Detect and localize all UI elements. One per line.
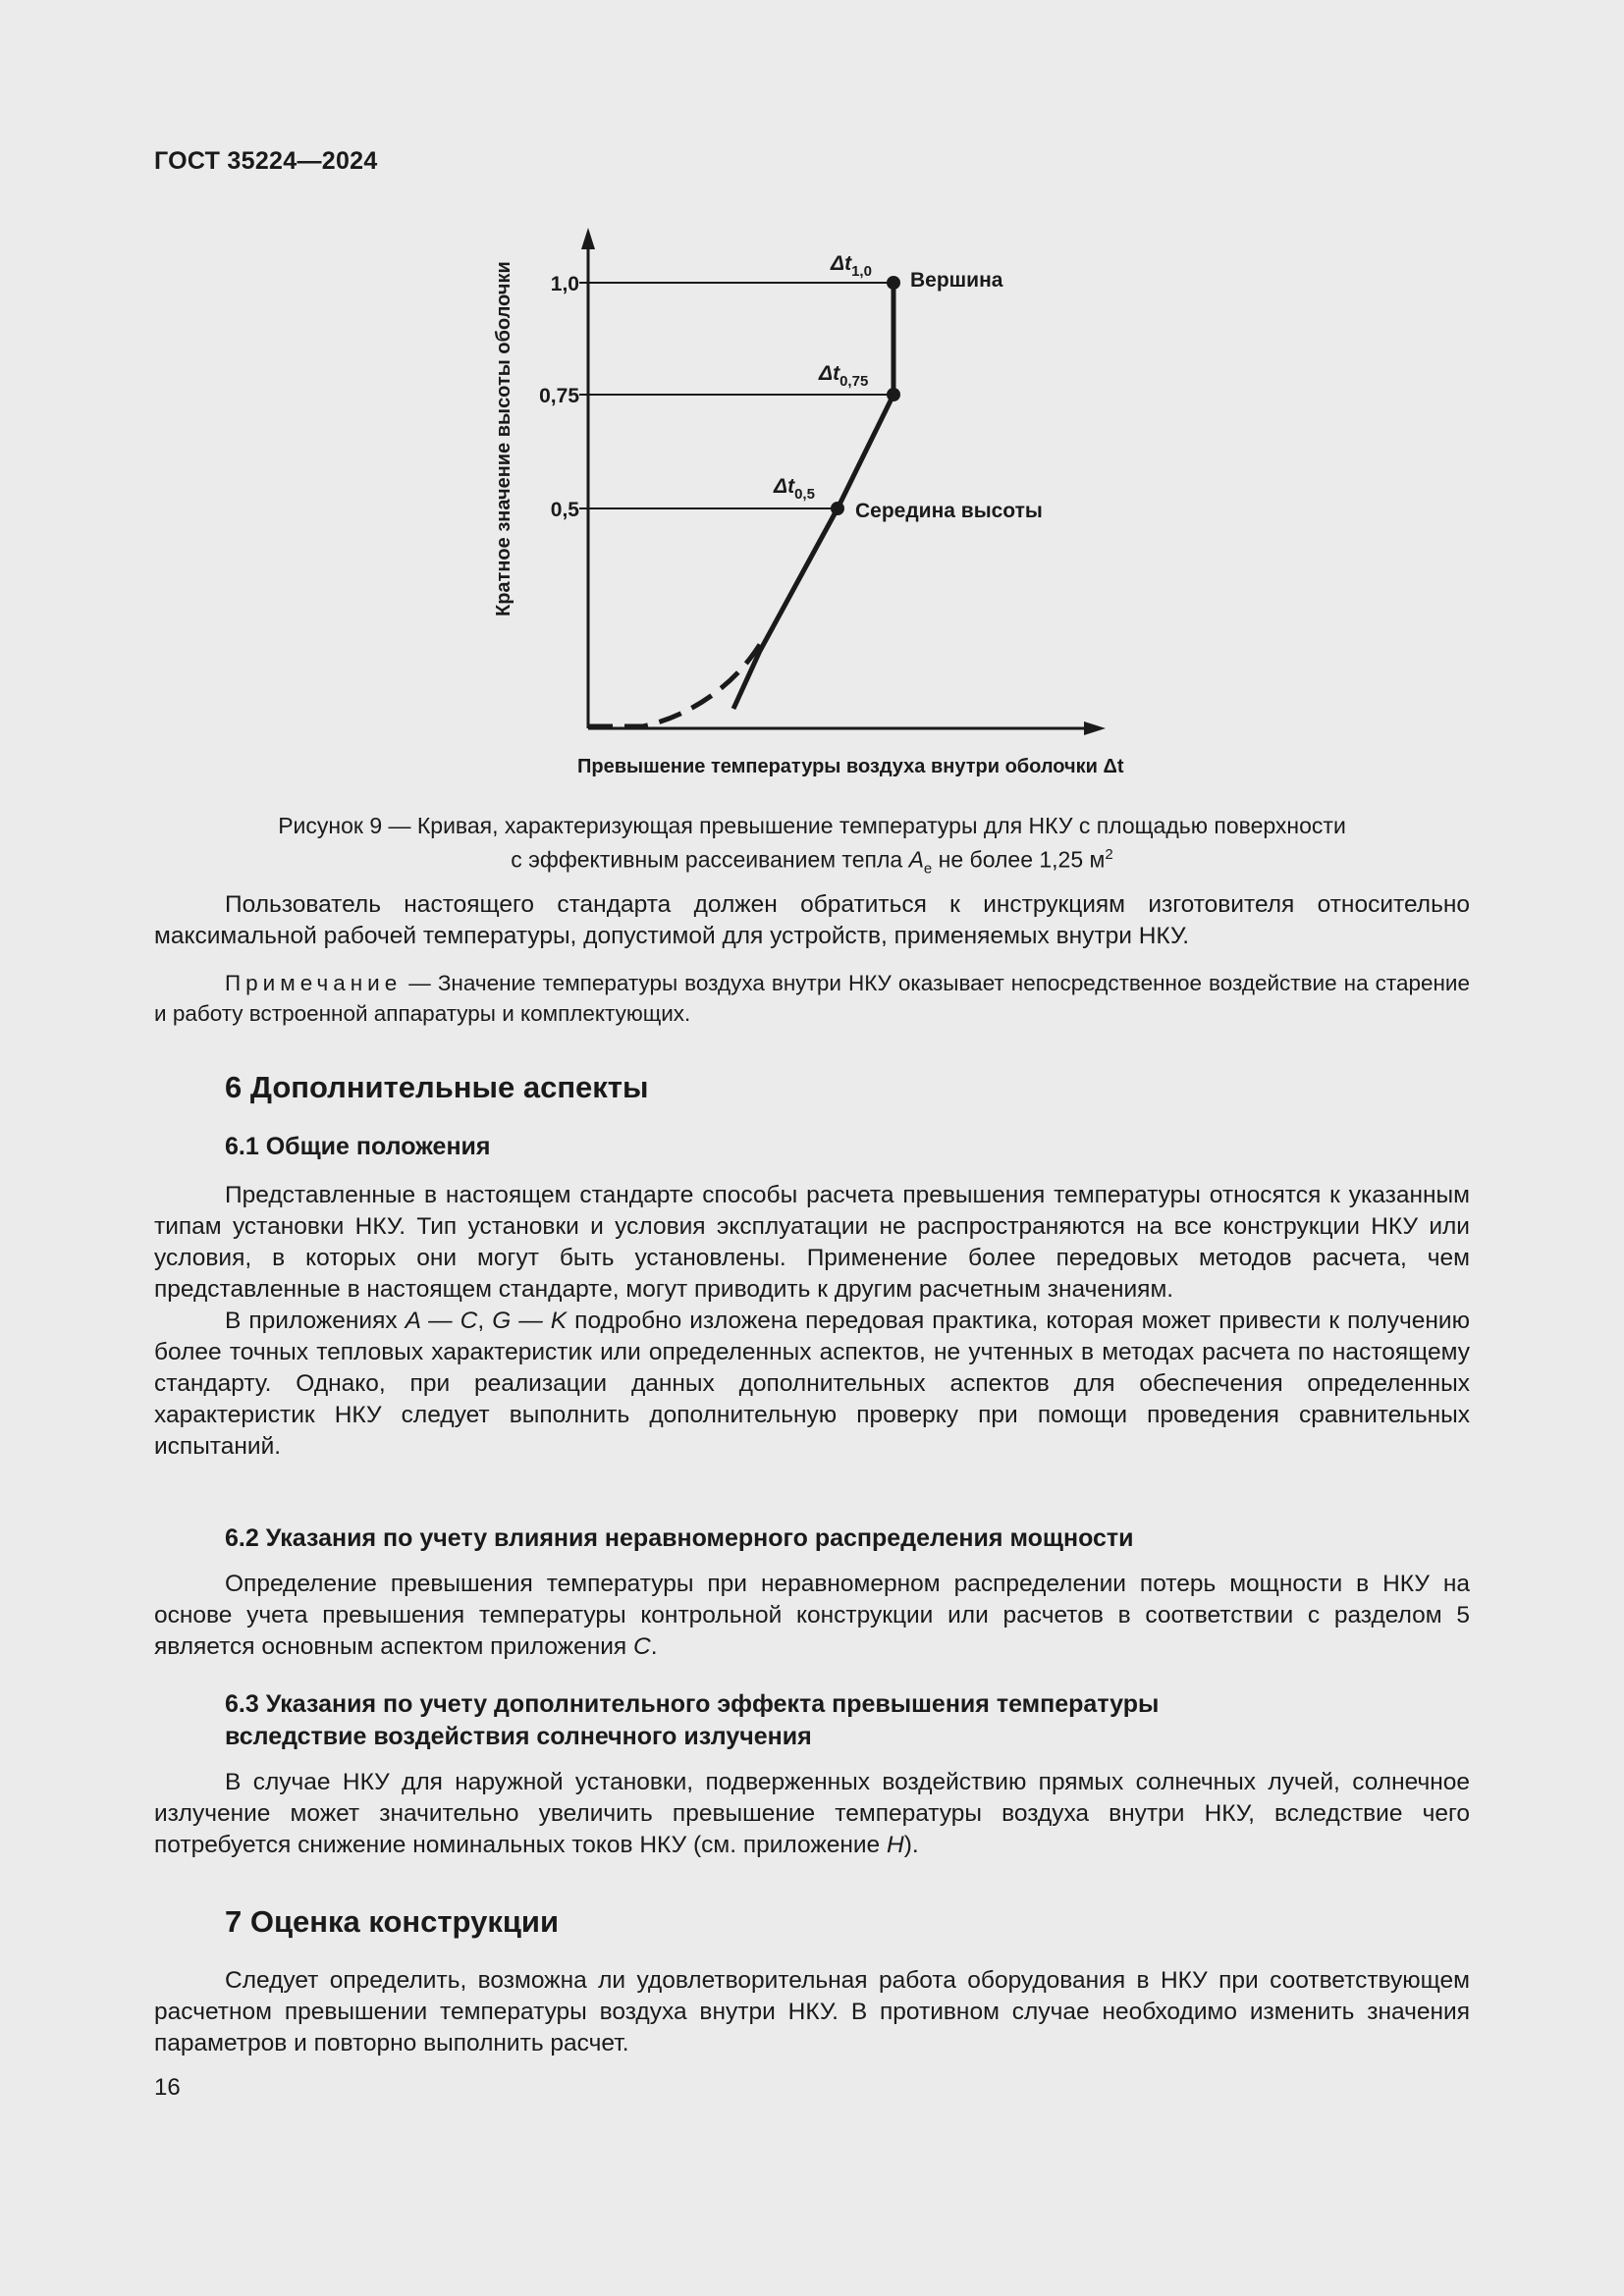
section-6-3-title — [225, 1688, 1159, 1753]
caption-text-end: не более 1,25 м — [932, 846, 1106, 873]
note-label: Примечание — [225, 971, 403, 995]
delta-subscript: 1,0 — [851, 263, 872, 280]
note-body: — Значение температуры воздуха внутри НКУ оказывает непосредственное воздействие на старение и работу встроенной аппаратуры и комплектующих. — [154, 971, 1470, 1026]
paragraph-user — [154, 889, 1470, 952]
y-axis-title: Кратное значение высоты оболочки — [493, 261, 514, 616]
delta-symbol: Δt — [774, 475, 795, 498]
text-run-italic: G — K — [492, 1308, 568, 1334]
x-axis-arrow — [1084, 721, 1106, 735]
text-run: ). — [903, 1832, 919, 1858]
text-run-italic: H — [886, 1832, 904, 1858]
text-run-italic: C — [633, 1633, 651, 1660]
document-header: ГОСТ 35224—2024 — [154, 147, 378, 175]
caption-line-1: Рисунок 9 — Кривая, характеризующая превышение температуры для НКУ с площадью поверхности — [278, 813, 1346, 838]
paragraph-text: Пользователь настоящего стандарта должен обратиться к инструкциям изготовителя относительно максимальной рабочей температуры, допустимой для устройств, применяемых внутри НКУ. — [154, 891, 1470, 949]
caption-line-2 — [154, 840, 1470, 883]
figure-caption — [154, 811, 1470, 883]
section-6-1-body — [154, 1180, 1470, 1463]
caption-text: с эффективным рассеиванием тепла — [511, 846, 909, 873]
paragraph-text — [154, 1767, 1470, 1861]
caption-sup: 2 — [1105, 846, 1113, 863]
caption-var: A — [908, 846, 924, 873]
paragraph-text — [154, 1569, 1470, 1663]
section-6-1-title: 6.1 Общие положения — [225, 1133, 491, 1160]
label-mid-height: Середина высоты — [855, 500, 1043, 522]
section-6-title: 6 Дополнительные аспекты — [225, 1070, 649, 1104]
delta-label-1-0 — [830, 252, 872, 280]
section-6-3-body — [154, 1767, 1470, 1861]
section-7-title: 7 Оценка конструкции — [225, 1904, 560, 1939]
delta-symbol: Δt — [831, 252, 852, 275]
section-6-2-title: 6.2 Указания по учету влияния неравномерного распределения мощности — [225, 1524, 1134, 1552]
y-axis-arrow — [581, 228, 595, 249]
text-run: Определение превышения температуры при неравномерном распределении потерь мощности в НКУ на основе учета превышения температуры контрольной конструкции или расчетов в соответствии с разделом 5 является основным аспектом приложения — [154, 1571, 1470, 1660]
caption-sub: e — [923, 860, 933, 878]
text-run-italic: A — C — [405, 1308, 478, 1334]
note-text — [154, 968, 1470, 1029]
note — [154, 968, 1470, 1029]
page-number: 16 — [154, 2074, 181, 2101]
section-7-body — [154, 1965, 1470, 2059]
text-run: В приложениях — [225, 1308, 406, 1334]
tick-label-0-5: 0,5 — [550, 499, 579, 521]
section-6-2-body — [154, 1569, 1470, 1663]
title-line: вследствие воздействия солнечного излучения — [225, 1723, 812, 1750]
delta-label-0-5 — [773, 475, 815, 503]
text-run: В случае НКУ для наружной установки, подверженных воздействию прямых солнечных лучей, солнечное излучение может значительно увеличить превышение температуры воздуха внутри НКУ, вследствие чего потребуется снижение номинальных токов НКУ (см. приложение — [154, 1769, 1470, 1858]
point-075 — [887, 388, 900, 401]
delta-label-0-75 — [818, 362, 868, 390]
point-top — [887, 276, 900, 290]
text-run: подробно изложена передовая практика, которая может привести к получению более точных тепловых характеристик или определенных аспектов, не учтенных в методах расчета по настоящему стандарту. Однако, при реализации данных дополнительных аспектов для обеспечения определенных характеристик НКУ следует выполнить дополнительную проверку при помощи проведения сравнительных испытаний. — [154, 1308, 1470, 1460]
x-axis-title: Превышение температуры воздуха внутри оболочки Δt — [577, 756, 1124, 777]
delta-subscript: 0,5 — [794, 486, 815, 503]
text-run: . — [650, 1633, 658, 1660]
tick-label-1-0: 1,0 — [550, 273, 579, 295]
label-top: Вершина — [910, 269, 1003, 292]
paragraph-text: Представленные в настоящем стандарте способы расчета превышения температуры относятся к указанным типам установки НКУ. Тип установки и условия эксплуатации не распространяются на все конструкции НКУ или условия, в которых они могут быть установлены. Применение более передовых методов расчета, чем представленные в настоящем стандарте, могут приводить к другим расчетным значениям. — [154, 1182, 1470, 1303]
tick-label-0-75: 0,75 — [539, 385, 579, 407]
text-run: , — [477, 1308, 493, 1334]
delta-subscript: 0,75 — [839, 373, 869, 390]
paragraph-text — [154, 1306, 1470, 1463]
point-mid — [831, 502, 844, 515]
dashed-curve — [589, 636, 765, 726]
title-line: 6.3 Указания по учету дополнительного эффекта превышения температуры — [225, 1690, 1160, 1718]
paragraph-text: Следует определить, возможна ли удовлетворительная работа оборудования в НКУ при соответствующем расчетном превышении температуры воздуха внутри НКУ. В противном случае необходимо изменить значения параметров и повторно выполнить расчет. — [154, 1967, 1470, 2056]
figure-9-chart — [0, 0, 1624, 795]
delta-symbol: Δt — [819, 362, 840, 385]
